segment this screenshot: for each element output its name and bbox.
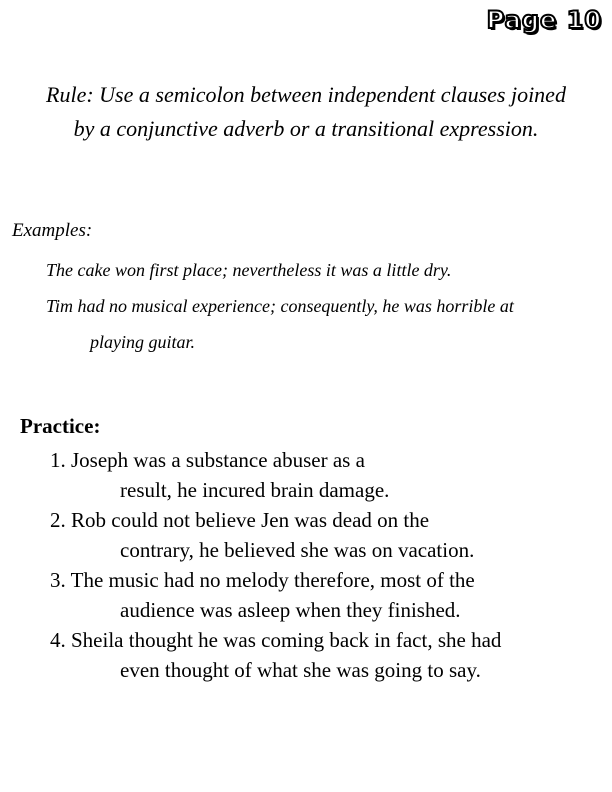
example-sentence (46, 252, 451, 288)
practice-heading: Practice: (20, 414, 101, 438)
practice-item-line-continued: audience was asleep when they finished. (120, 598, 461, 622)
practice-item-line-continued: contrary, he believed she was on vacation. (120, 538, 475, 562)
practice-item-line: 4. Sheila thought he was coming back in fact, she had (50, 628, 502, 652)
example-line: Tim had no musical experience; consequently, he was horrible at (46, 296, 514, 316)
example-line-continued: playing guitar. (90, 332, 196, 352)
page-number-label: Page 10 (486, 6, 602, 34)
practice-item-line-continued: even thought of what she was going to say. (120, 658, 481, 682)
practice-item (50, 505, 610, 565)
practice-item (50, 445, 610, 505)
rule-statement (10, 78, 602, 146)
practice-item-line: 2. Rob could not believe Jen was dead on the (50, 508, 430, 532)
practice-item-line: 1. Joseph was a substance abuser as a (50, 448, 365, 472)
rule-line: Rule: Use a semicolon between independent clauses joined (46, 82, 566, 107)
practice-item-line-continued: result, he incured brain damage. (120, 478, 390, 502)
practice-item (50, 625, 610, 685)
practice-list (50, 445, 610, 685)
practice-item-line: 3. The music had no melody therefore, most of the (50, 568, 475, 592)
rule-line: by a conjunctive adverb or a transitional expression. (73, 116, 539, 141)
practice-item (50, 565, 610, 625)
examples-heading: Examples: (12, 220, 93, 241)
example-line: The cake won first place; nevertheless it was a little dry. (46, 260, 452, 280)
example-sentence (46, 288, 596, 360)
